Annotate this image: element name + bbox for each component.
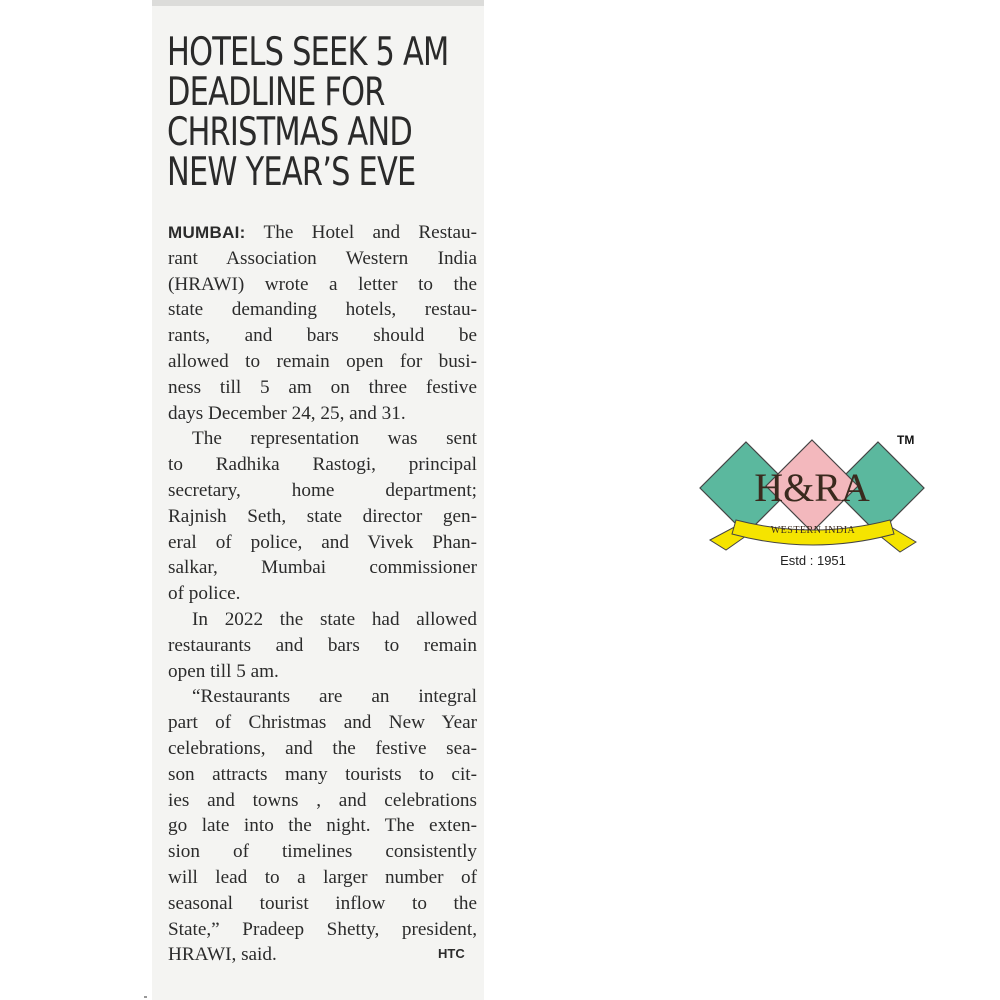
body-line: “Restaurants are an integral [192,686,477,708]
article-headline [167,30,479,195]
body-line: celebrations, and the festive sea- [168,737,477,759]
body-line: go late into the night. The exten- [168,815,477,837]
logo-established: Estd : 1951 [780,553,846,568]
logo-trademark: TM [897,433,915,447]
article-body [168,220,477,968]
clipping-top-edge [152,0,484,6]
paragraph-2 [168,426,477,607]
body-line: seasonal tourist inflow to the [168,892,477,914]
body-line: eral of police, and Vivek Phan- [168,531,477,553]
body-line: sion of timelines consistently [168,841,477,863]
paragraph-4 [168,684,477,968]
headline-line-2: DEADLINE FOR [167,70,385,115]
body-line: to Radhika Rastogi, principal [168,454,477,476]
headline-line-3: CHRISTMAS AND [167,110,413,155]
body-line: Rajnish Seth, state director gen- [168,505,477,527]
body-line: will lead to a larger number of [168,866,477,888]
body-line: In 2022 the state had allowed [192,608,477,630]
agency-credit: HTC [438,946,465,961]
body-line: rant Association Western India [168,247,477,269]
body-line: state demanding hotels, restau- [168,299,477,321]
body-line: HRAWI, said. [168,944,277,966]
body-line: secretary, home department; [168,479,477,501]
body-line: restaurants and bars to remain [168,634,477,656]
body-line: son attracts many tourists to cit- [168,763,477,785]
body-line: days December 24, 25, and 31. [168,402,406,424]
paragraph-1 [168,220,477,426]
logo-wordmark: H&RA [754,465,870,510]
body-line: MUMBAI: The Hotel and Restau- [168,222,477,243]
headline-line-4: NEW YEAR’S EVE [167,150,416,195]
body-line: (HRAWI) wrote a letter to the [168,273,477,295]
body-line: ness till 5 am on three festive [168,376,477,398]
dateline: MUMBAI: [168,223,246,242]
paragraph-3 [168,607,477,684]
body-line: of police. [168,583,241,605]
body-line: ies and towns , and celebrations [168,789,477,811]
headline-line-1: HOTELS SEEK 5 AM [167,30,449,75]
body-line: salkar, Mumbai commissioner [168,557,477,579]
body-line: The representation was sent [192,428,477,450]
logo-ribbon-text: WESTERN INDIA [770,525,856,536]
body-line: State,” Pradeep Shetty, president, [168,918,477,940]
body-line: part of Christmas and New Year [168,712,477,734]
body-line: rants, and bars should be [168,325,477,347]
scan-mark [144,996,147,998]
body-line: allowed to remain open for busi- [168,350,477,372]
body-line: open till 5 am. [168,660,279,682]
hra-logo [696,428,936,578]
